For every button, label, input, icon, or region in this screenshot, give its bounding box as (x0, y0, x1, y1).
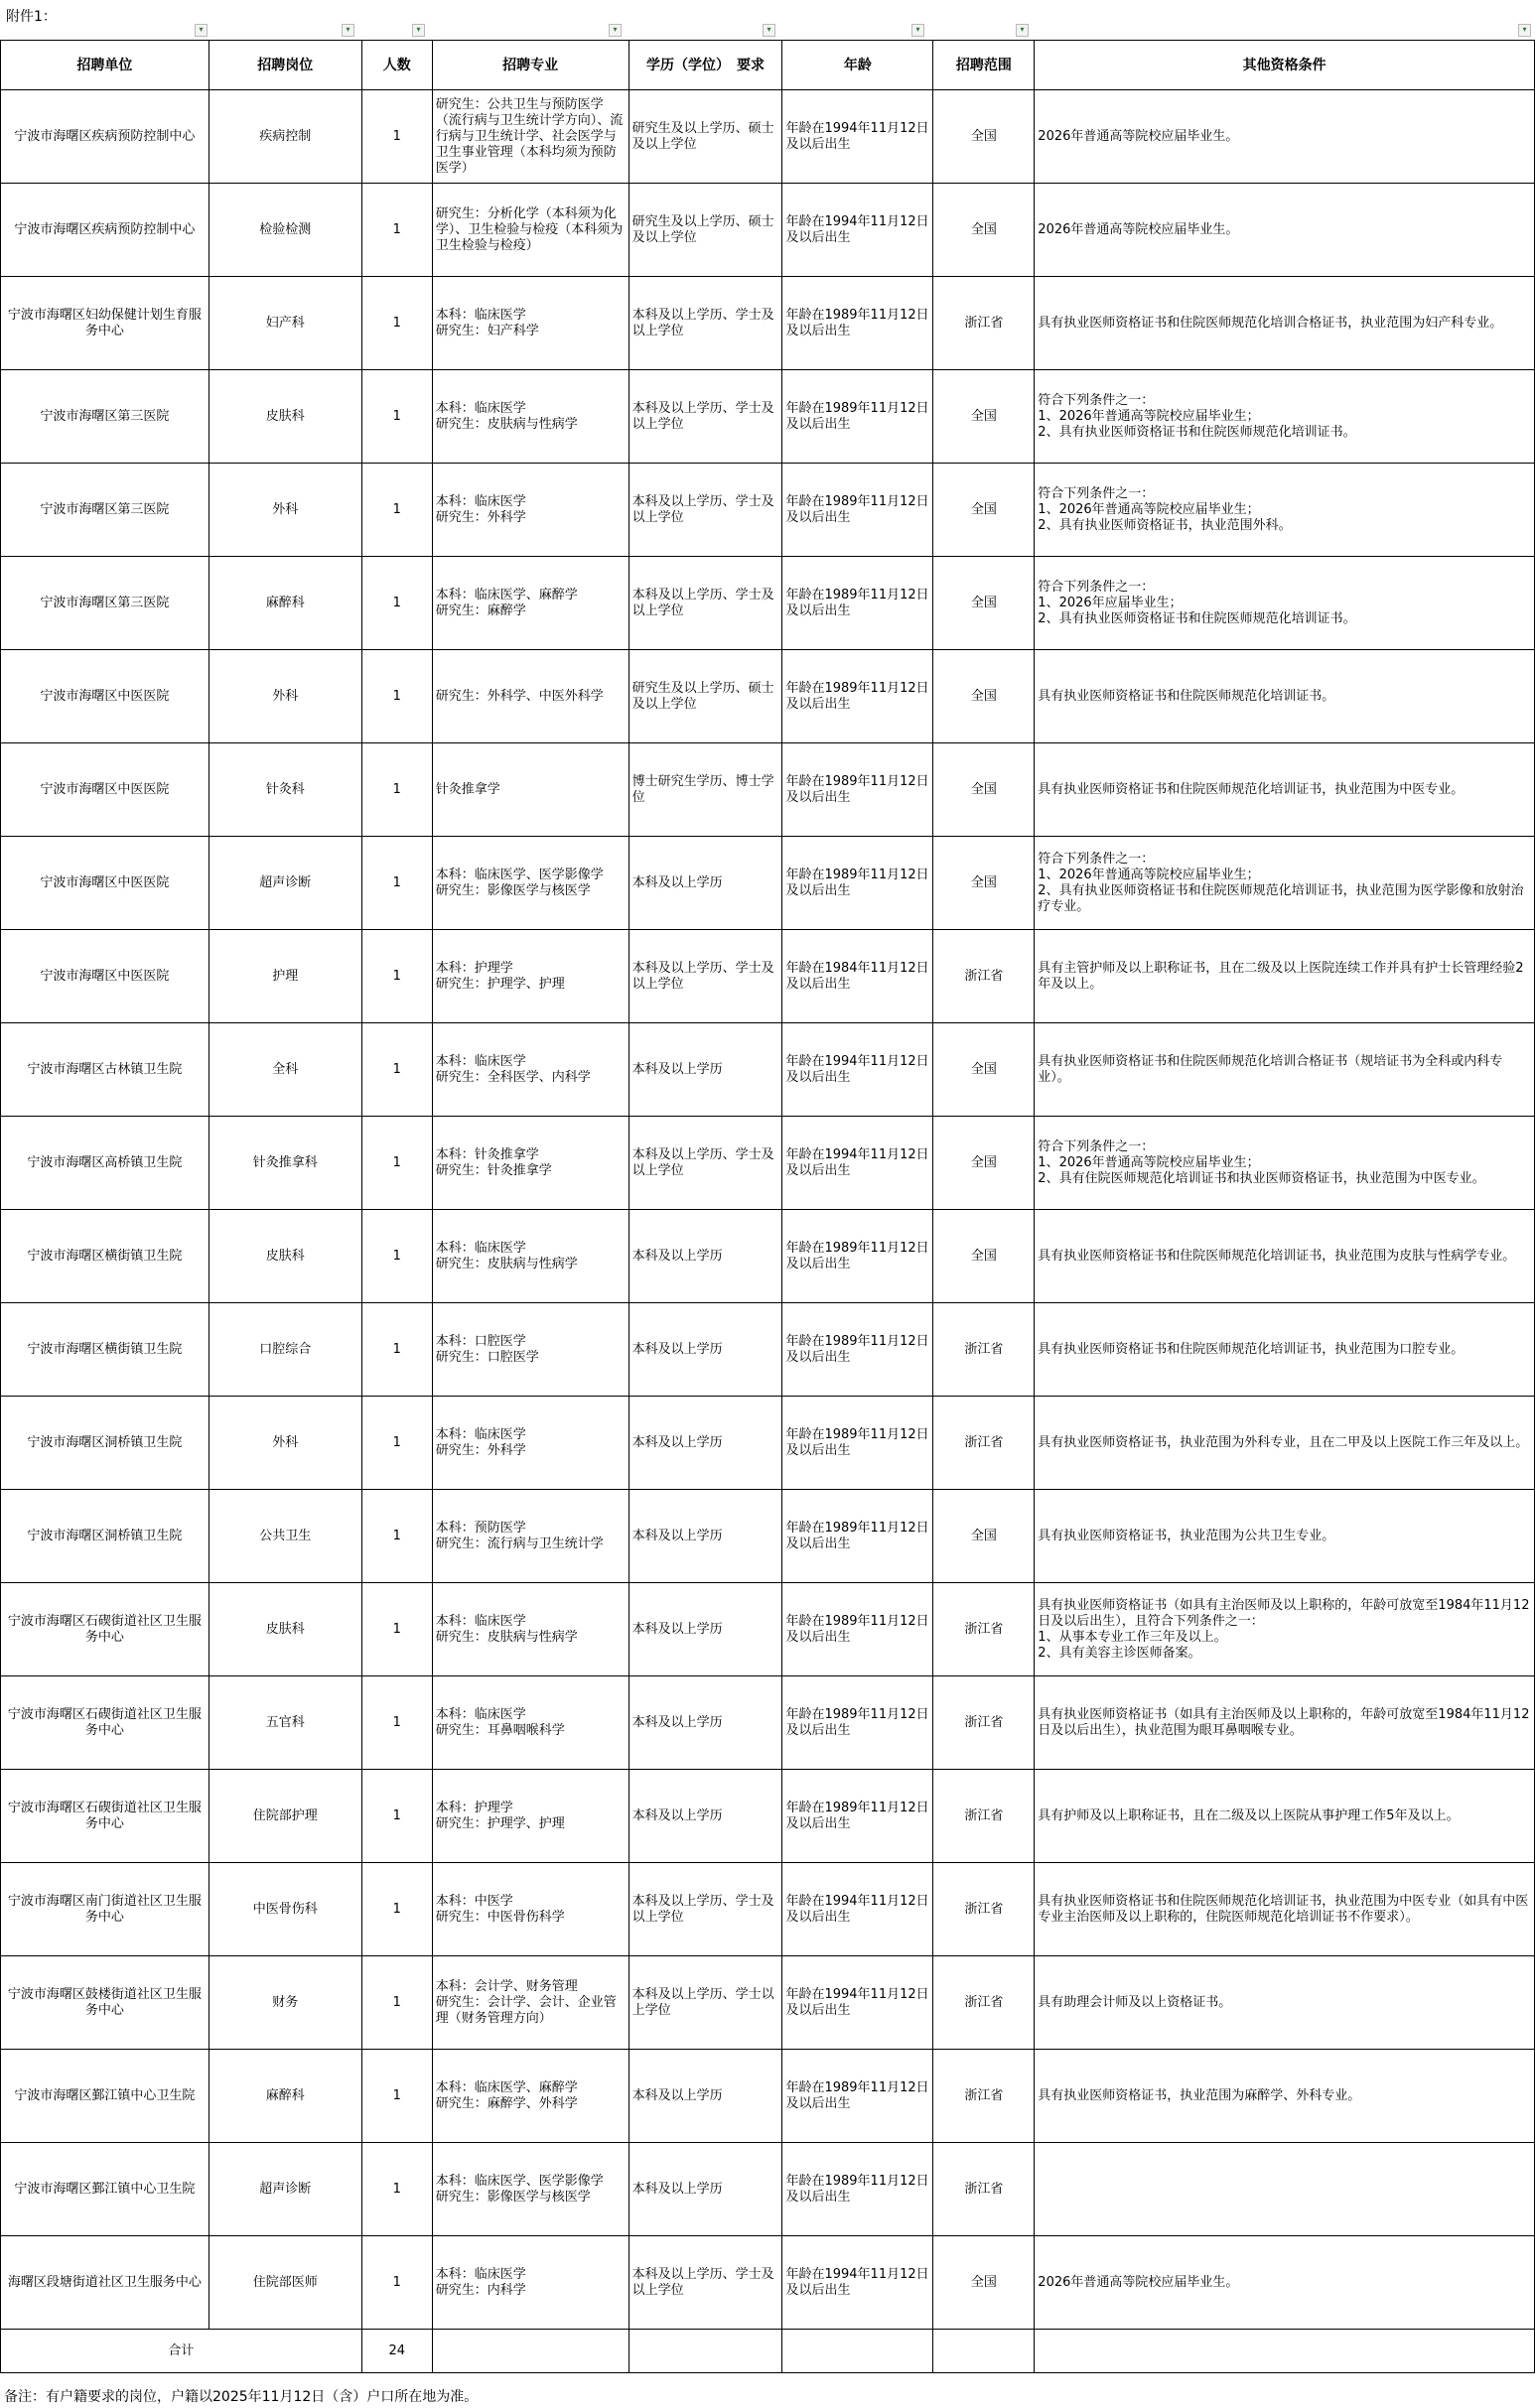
post-cell[interactable]: 超声诊断 (209, 837, 361, 930)
education-cell[interactable]: 本科及以上学历 (628, 1303, 782, 1397)
scope-cell[interactable]: 浙江省 (933, 1397, 1035, 1490)
major-cell[interactable]: 研究生：外科学、中医外科学 (432, 650, 628, 743)
age-cell[interactable]: 年龄在1994年11月12日及以后出生 (782, 1863, 933, 1956)
header-unit[interactable]: 招聘单位 (1, 41, 209, 90)
table-row (1, 464, 1535, 557)
unit-cell[interactable]: 宁波市海曙区洞桥镇卫生院 (1, 1397, 209, 1490)
education-cell[interactable]: 本科及以上学历、学士及以上学位 (628, 1117, 782, 1210)
scope-cell[interactable]: 全国 (933, 2236, 1035, 2330)
major-cell[interactable]: 本科：临床医学 研究生：皮肤病与性病学 (432, 1210, 628, 1303)
other-conditions-cell[interactable]: 具有执业医师资格证书和住院医师规范化培训合格证书，执业范围为妇产科专业。 (1035, 277, 1535, 370)
education-cell[interactable]: 研究生及以上学历、硕士及以上学位 (628, 90, 782, 184)
count-cell[interactable]: 1 (361, 90, 432, 184)
age-cell[interactable]: 年龄在1994年11月12日及以后出生 (782, 1023, 933, 1117)
other-conditions-cell[interactable]: 符合下列条件之一： 1、2026年应届毕业生； 2、具有执业医师资格证书和住院医师规范化培训证书。 (1035, 557, 1535, 650)
count-cell[interactable]: 1 (361, 2050, 432, 2143)
age-cell[interactable]: 年龄在1984年11月12日及以后出生 (782, 930, 933, 1023)
count-cell[interactable]: 1 (361, 2143, 432, 2236)
filter-dropdown-icon[interactable]: ▾ (763, 24, 775, 37)
table-row (1, 1676, 1535, 1770)
total-row (1, 2330, 1535, 2373)
unit-cell[interactable]: 宁波市海曙区鄞江镇中心卫生院 (1, 2050, 209, 2143)
education-cell[interactable]: 本科及以上学历 (628, 1770, 782, 1863)
count-cell[interactable]: 1 (361, 1770, 432, 1863)
footnote: 备注：有户籍要求的岗位，户籍以2025年11月12日（含）户口所在地为准。 (4, 2389, 479, 2405)
scope-cell[interactable]: 全国 (933, 1023, 1035, 1117)
table-row (1, 1023, 1535, 1117)
education-cell[interactable]: 本科及以上学历、学士以上学位 (628, 1956, 782, 2050)
post-cell[interactable]: 护理 (209, 930, 361, 1023)
unit-cell[interactable]: 宁波市海曙区中医医院 (1, 837, 209, 930)
age-cell[interactable]: 年龄在1989年11月12日及以后出生 (782, 557, 933, 650)
table-cell[interactable] (432, 2330, 628, 2373)
count-cell[interactable]: 1 (361, 1210, 432, 1303)
filter-dropdown-icon[interactable]: ▾ (1016, 24, 1029, 37)
age-cell[interactable]: 年龄在1989年11月12日及以后出生 (782, 1397, 933, 1490)
major-cell[interactable]: 本科：预防医学 研究生：流行病与卫生统计学 (432, 1490, 628, 1583)
table-row (1, 650, 1535, 743)
unit-cell[interactable]: 宁波市海曙区第三医院 (1, 557, 209, 650)
table-cell[interactable] (628, 2330, 782, 2373)
unit-cell[interactable]: 宁波市海曙区洞桥镇卫生院 (1, 1490, 209, 1583)
scope-cell[interactable]: 全国 (933, 1490, 1035, 1583)
education-cell[interactable]: 本科及以上学历、学士及以上学位 (628, 277, 782, 370)
major-cell[interactable]: 本科：护理学 研究生：护理学、护理 (432, 930, 628, 1023)
scope-cell[interactable]: 全国 (933, 557, 1035, 650)
scope-cell[interactable]: 全国 (933, 650, 1035, 743)
age-cell[interactable]: 年龄在1989年11月12日及以后出生 (782, 1490, 933, 1583)
other-conditions-cell[interactable]: 2026年普通高等院校应届毕业生。 (1035, 90, 1535, 184)
education-cell[interactable]: 本科及以上学历、学士及以上学位 (628, 557, 782, 650)
count-cell[interactable]: 1 (361, 1397, 432, 1490)
count-cell[interactable]: 1 (361, 1676, 432, 1770)
post-cell[interactable]: 口腔综合 (209, 1303, 361, 1397)
major-cell[interactable]: 本科：临床医学 研究生：外科学 (432, 1397, 628, 1490)
table-row (1, 277, 1535, 370)
post-cell[interactable]: 针灸科 (209, 743, 361, 837)
post-cell[interactable]: 财务 (209, 1956, 361, 2050)
major-cell[interactable]: 本科：临床医学 研究生：外科学 (432, 464, 628, 557)
unit-cell[interactable]: 宁波市海曙区第三医院 (1, 370, 209, 464)
other-conditions-cell[interactable]: 具有执业医师资格证书和住院医师规范化培训证书，执业范围为皮肤与性病学专业。 (1035, 1210, 1535, 1303)
other-conditions-cell[interactable]: 具有执业医师资格证书和住院医师规范化培训证书，执业范围为中医专业。 (1035, 743, 1535, 837)
scope-cell[interactable]: 全国 (933, 464, 1035, 557)
education-cell[interactable]: 研究生及以上学历、硕士及以上学位 (628, 650, 782, 743)
age-cell[interactable]: 年龄在1989年11月12日及以后出生 (782, 464, 933, 557)
major-cell[interactable]: 本科：护理学 研究生：护理学、护理 (432, 1770, 628, 1863)
education-cell[interactable]: 博士研究生学历、博士学位 (628, 743, 782, 837)
table-row (1, 184, 1535, 277)
major-cell[interactable]: 本科：临床医学 研究生：内科学 (432, 2236, 628, 2330)
count-cell[interactable]: 1 (361, 1117, 432, 1210)
major-cell[interactable]: 本科：临床医学、医学影像学 研究生：影像医学与核医学 (432, 2143, 628, 2236)
post-cell[interactable]: 皮肤科 (209, 370, 361, 464)
count-cell[interactable]: 1 (361, 650, 432, 743)
education-cell[interactable]: 本科及以上学历 (628, 1210, 782, 1303)
post-cell[interactable]: 麻醉科 (209, 557, 361, 650)
unit-cell[interactable]: 海曙区段塘街道社区卫生服务中心 (1, 2236, 209, 2330)
other-conditions-cell[interactable]: 具有执业医师资格证书（如具有主治医师及以上职称的，年龄可放宽至1984年11月12日及以后出生），执业范围为眼耳鼻咽喉专业。 (1035, 1676, 1535, 1770)
post-cell[interactable]: 外科 (209, 1397, 361, 1490)
table-row (1, 930, 1535, 1023)
major-cell[interactable]: 本科：临床医学 研究生：皮肤病与性病学 (432, 1583, 628, 1676)
major-cell[interactable]: 本科：会计学、财务管理 研究生：会计学、会计、企业管理（财务管理方向） (432, 1956, 628, 2050)
count-cell[interactable]: 1 (361, 464, 432, 557)
post-cell[interactable]: 皮肤科 (209, 1210, 361, 1303)
table-row (1, 1490, 1535, 1583)
table-row (1, 1770, 1535, 1863)
post-cell[interactable]: 公共卫生 (209, 1490, 361, 1583)
education-cell[interactable]: 本科及以上学历、学士及以上学位 (628, 1863, 782, 1956)
post-cell[interactable]: 疾病控制 (209, 90, 361, 184)
post-cell[interactable]: 检验检测 (209, 184, 361, 277)
unit-cell[interactable]: 宁波市海曙区妇幼保健计划生育服务中心 (1, 277, 209, 370)
education-cell[interactable]: 本科及以上学历 (628, 2050, 782, 2143)
age-cell[interactable]: 年龄在1989年11月12日及以后出生 (782, 1676, 933, 1770)
major-cell[interactable]: 本科：中医学 研究生：中医骨伤科学 (432, 1863, 628, 1956)
scope-cell[interactable]: 全国 (933, 370, 1035, 464)
other-conditions-cell[interactable]: 具有主管护师及以上职称证书，且在二级及以上医院连续工作并具有护士长管理经验2年及以上。 (1035, 930, 1535, 1023)
unit-cell[interactable]: 宁波市海曙区石碶街道社区卫生服务中心 (1, 1770, 209, 1863)
header-scope[interactable]: 招聘范围 (933, 41, 1035, 90)
scope-cell[interactable]: 全国 (933, 90, 1035, 184)
unit-cell[interactable]: 宁波市海曙区第三医院 (1, 464, 209, 557)
count-cell[interactable]: 1 (361, 2236, 432, 2330)
table-row (1, 1397, 1535, 1490)
post-cell[interactable]: 外科 (209, 464, 361, 557)
table-row (1, 2143, 1535, 2236)
unit-cell[interactable]: 宁波市海曙区高桥镇卫生院 (1, 1117, 209, 1210)
table-row (1, 1583, 1535, 1676)
major-cell[interactable]: 针灸推拿学 (432, 743, 628, 837)
other-conditions-cell[interactable]: 具有执业医师资格证书和住院医师规范化培训合格证书（规培证书为全科或内科专业）。 (1035, 1023, 1535, 1117)
header-major[interactable]: 招聘专业 (432, 41, 628, 90)
filter-dropdown-icon[interactable]: ▾ (412, 24, 425, 37)
age-cell[interactable]: 年龄在1994年11月12日及以后出生 (782, 2236, 933, 2330)
unit-cell[interactable]: 宁波市海曙区中医医院 (1, 650, 209, 743)
filter-dropdown-icon[interactable]: ▾ (1518, 24, 1531, 37)
post-cell[interactable]: 住院部医师 (209, 2236, 361, 2330)
unit-cell[interactable]: 宁波市海曙区疾病预防控制中心 (1, 184, 209, 277)
header-education[interactable]: 学历（学位） 要求 (628, 41, 782, 90)
other-conditions-cell[interactable]: 具有执业医师资格证书，执业范围为公共卫生专业。 (1035, 1490, 1535, 1583)
other-conditions-cell[interactable]: 符合下列条件之一： 1、2026年普通高等院校应届毕业生； 2、具有执业医师资格证书和住院医师规范化培训证书，执业范围为医学影像和放射治疗专业。 (1035, 837, 1535, 930)
scope-cell[interactable]: 浙江省 (933, 1956, 1035, 2050)
table-cell[interactable] (1035, 2330, 1535, 2373)
total-label[interactable]: 合计 (1, 2330, 362, 2373)
education-cell[interactable]: 本科及以上学历 (628, 1490, 782, 1583)
major-cell[interactable]: 研究生：公共卫生与预防医学（流行病与卫生统计学方向）、流行病与卫生统计学、社会医学与卫生事业管理（本科均须为预防医学） (432, 90, 628, 184)
recruitment-table (0, 40, 1535, 2373)
age-cell[interactable]: 年龄在1989年11月12日及以后出生 (782, 1210, 933, 1303)
age-cell[interactable]: 年龄在1989年11月12日及以后出生 (782, 370, 933, 464)
major-cell[interactable]: 本科：临床医学 研究生：妇产科学 (432, 277, 628, 370)
other-conditions-cell[interactable]: 具有执业医师资格证书和住院医师规范化培训证书，执业范围为中医专业（如具有中医专业主治医师及以上职称的，住院医师规范化培训证书不作要求）。 (1035, 1863, 1535, 1956)
count-cell[interactable]: 1 (361, 1583, 432, 1676)
other-conditions-cell[interactable]: 具有护师及以上职称证书，且在二级及以上医院从事护理工作5年及以上。 (1035, 1770, 1535, 1863)
table-row (1, 2236, 1535, 2330)
post-cell[interactable]: 住院部护理 (209, 1770, 361, 1863)
other-conditions-cell[interactable]: 2026年普通高等院校应届毕业生。 (1035, 2236, 1535, 2330)
education-cell[interactable]: 本科及以上学历、学士及以上学位 (628, 2236, 782, 2330)
count-cell[interactable]: 1 (361, 1023, 432, 1117)
header-other[interactable]: 其他资格条件 (1035, 41, 1535, 90)
education-cell[interactable]: 本科及以上学历 (628, 1397, 782, 1490)
post-cell[interactable]: 麻醉科 (209, 2050, 361, 2143)
scope-cell[interactable]: 浙江省 (933, 1770, 1035, 1863)
scope-cell[interactable]: 浙江省 (933, 1676, 1035, 1770)
header-row (1, 41, 1535, 90)
filter-dropdown-icon[interactable]: ▾ (609, 24, 622, 37)
scope-cell[interactable]: 浙江省 (933, 1303, 1035, 1397)
unit-cell[interactable]: 宁波市海曙区中医医院 (1, 930, 209, 1023)
education-cell[interactable]: 本科及以上学历 (628, 1023, 782, 1117)
age-cell[interactable]: 年龄在1994年11月12日及以后出生 (782, 1956, 933, 2050)
education-cell[interactable]: 本科及以上学历 (628, 2143, 782, 2236)
filter-dropdown-icon[interactable]: ▾ (911, 24, 924, 37)
other-conditions-cell[interactable]: 具有执业医师资格证书（如具有主治医师及以上职称的，年龄可放宽至1984年11月12日及以后出生），且符合下列条件之一： 1、从事本专业工作三年及以上。 2、具有美容主诊医师备案。 (1035, 1583, 1535, 1676)
count-cell[interactable]: 1 (361, 1303, 432, 1397)
age-cell[interactable]: 年龄在1989年11月12日及以后出生 (782, 2143, 933, 2236)
total-count[interactable]: 24 (361, 2330, 432, 2373)
table-row (1, 90, 1535, 184)
age-cell[interactable]: 年龄在1989年11月12日及以后出生 (782, 743, 933, 837)
major-cell[interactable]: 本科：临床医学 研究生：全科医学、内科学 (432, 1023, 628, 1117)
other-conditions-cell[interactable]: 具有执业医师资格证书和住院医师规范化培训证书。 (1035, 650, 1535, 743)
table-cell[interactable] (782, 2330, 933, 2373)
table-row (1, 1117, 1535, 1210)
count-cell[interactable]: 1 (361, 837, 432, 930)
scope-cell[interactable]: 浙江省 (933, 2050, 1035, 2143)
table-row (1, 2050, 1535, 2143)
table-row (1, 370, 1535, 464)
table-row (1, 837, 1535, 930)
table-row (1, 1303, 1535, 1397)
unit-cell[interactable]: 宁波市海曙区横街镇卫生院 (1, 1303, 209, 1397)
scope-cell[interactable]: 全国 (933, 837, 1035, 930)
education-cell[interactable]: 本科及以上学历 (628, 1676, 782, 1770)
post-cell[interactable]: 外科 (209, 650, 361, 743)
post-cell[interactable]: 妇产科 (209, 277, 361, 370)
major-cell[interactable]: 本科：针灸推拿学 研究生：针灸推拿学 (432, 1117, 628, 1210)
unit-cell[interactable]: 宁波市海曙区疾病预防控制中心 (1, 90, 209, 184)
other-conditions-cell[interactable] (1035, 2143, 1535, 2236)
table-row (1, 1956, 1535, 2050)
count-cell[interactable]: 1 (361, 557, 432, 650)
header-age[interactable]: 年龄 (782, 41, 933, 90)
attachment-label: 附件1： (6, 9, 57, 25)
filter-dropdown-icon[interactable]: ▾ (342, 24, 354, 37)
table-cell[interactable] (933, 2330, 1035, 2373)
education-cell[interactable]: 本科及以上学历 (628, 1583, 782, 1676)
age-cell[interactable]: 年龄在1994年11月12日及以后出生 (782, 184, 933, 277)
count-cell[interactable]: 1 (361, 370, 432, 464)
age-cell[interactable]: 年龄在1989年11月12日及以后出生 (782, 1583, 933, 1676)
post-cell[interactable]: 五官科 (209, 1676, 361, 1770)
filter-row (0, 24, 1535, 38)
count-cell[interactable]: 1 (361, 277, 432, 370)
other-conditions-cell[interactable]: 具有助理会计师及以上资格证书。 (1035, 1956, 1535, 2050)
other-conditions-cell[interactable]: 具有执业医师资格证书，执业范围为麻醉学、外科专业。 (1035, 2050, 1535, 2143)
education-cell[interactable]: 本科及以上学历 (628, 837, 782, 930)
education-cell[interactable]: 本科及以上学历、学士及以上学位 (628, 370, 782, 464)
age-cell[interactable]: 年龄在1989年11月12日及以后出生 (782, 1770, 933, 1863)
major-cell[interactable]: 本科：临床医学 研究生：皮肤病与性病学 (432, 370, 628, 464)
scope-cell[interactable]: 全国 (933, 1117, 1035, 1210)
education-cell[interactable]: 本科及以上学历、学士及以上学位 (628, 464, 782, 557)
age-cell[interactable]: 年龄在1994年11月12日及以后出生 (782, 1117, 933, 1210)
age-cell[interactable]: 年龄在1994年11月12日及以后出生 (782, 90, 933, 184)
unit-cell[interactable]: 宁波市海曙区横街镇卫生院 (1, 1210, 209, 1303)
other-conditions-cell[interactable]: 具有执业医师资格证书和住院医师规范化培训证书，执业范围为口腔专业。 (1035, 1303, 1535, 1397)
age-cell[interactable]: 年龄在1989年11月12日及以后出生 (782, 277, 933, 370)
unit-cell[interactable]: 宁波市海曙区鼓楼街道社区卫生服务中心 (1, 1956, 209, 2050)
header-count[interactable]: 人数 (361, 41, 432, 90)
education-cell[interactable]: 本科及以上学历、学士及以上学位 (628, 930, 782, 1023)
scope-cell[interactable]: 浙江省 (933, 2143, 1035, 2236)
unit-cell[interactable]: 宁波市海曙区南门街道社区卫生服务中心 (1, 1863, 209, 1956)
age-cell[interactable]: 年龄在1989年11月12日及以后出生 (782, 2050, 933, 2143)
major-cell[interactable]: 本科：口腔医学 研究生：口腔医学 (432, 1303, 628, 1397)
other-conditions-cell[interactable]: 符合下列条件之一： 1、2026年普通高等院校应届毕业生； 2、具有执业医师资格证书，执业范围外科。 (1035, 464, 1535, 557)
table-row (1, 743, 1535, 837)
unit-cell[interactable]: 宁波市海曙区古林镇卫生院 (1, 1023, 209, 1117)
scope-cell[interactable]: 全国 (933, 1210, 1035, 1303)
count-cell[interactable]: 1 (361, 930, 432, 1023)
unit-cell[interactable]: 宁波市海曙区石碶街道社区卫生服务中心 (1, 1676, 209, 1770)
post-cell[interactable]: 皮肤科 (209, 1583, 361, 1676)
table-row (1, 1863, 1535, 1956)
age-cell[interactable]: 年龄在1989年11月12日及以后出生 (782, 1303, 933, 1397)
count-cell[interactable]: 1 (361, 743, 432, 837)
scope-cell[interactable]: 浙江省 (933, 1863, 1035, 1956)
scope-cell[interactable]: 全国 (933, 743, 1035, 837)
count-cell[interactable]: 1 (361, 1956, 432, 2050)
major-cell[interactable]: 本科：临床医学、医学影像学 研究生：影像医学与核医学 (432, 837, 628, 930)
major-cell[interactable]: 本科：临床医学 研究生：耳鼻咽喉科学 (432, 1676, 628, 1770)
major-cell[interactable]: 本科：临床医学、麻醉学 研究生：麻醉学、外科学 (432, 2050, 628, 2143)
post-cell[interactable]: 针灸推拿科 (209, 1117, 361, 1210)
count-cell[interactable]: 1 (361, 1863, 432, 1956)
header-post[interactable]: 招聘岗位 (209, 41, 361, 90)
unit-cell[interactable]: 宁波市海曙区中医医院 (1, 743, 209, 837)
table-row (1, 557, 1535, 650)
education-cell[interactable]: 研究生及以上学历、硕士及以上学位 (628, 184, 782, 277)
scope-cell[interactable]: 浙江省 (933, 930, 1035, 1023)
other-conditions-cell[interactable]: 符合下列条件之一： 1、2026年普通高等院校应届毕业生； 2、具有执业医师资格证书和住院医师规范化培训证书。 (1035, 370, 1535, 464)
filter-dropdown-icon[interactable]: ▾ (195, 24, 208, 37)
table-row (1, 1210, 1535, 1303)
age-cell[interactable]: 年龄在1989年11月12日及以后出生 (782, 837, 933, 930)
unit-cell[interactable]: 宁波市海曙区鄞江镇中心卫生院 (1, 2143, 209, 2236)
other-conditions-cell[interactable]: 2026年普通高等院校应届毕业生。 (1035, 184, 1535, 277)
scope-cell[interactable]: 浙江省 (933, 277, 1035, 370)
unit-cell[interactable]: 宁波市海曙区石碶街道社区卫生服务中心 (1, 1583, 209, 1676)
count-cell[interactable]: 1 (361, 184, 432, 277)
other-conditions-cell[interactable]: 符合下列条件之一： 1、2026年普通高等院校应届毕业生； 2、具有住院医师规范化培训证书和执业医师资格证书，执业范围为中医专业。 (1035, 1117, 1535, 1210)
major-cell[interactable]: 研究生：分析化学（本科须为化学）、卫生检验与检疫（本科须为卫生检验与检疫） (432, 184, 628, 277)
post-cell[interactable]: 超声诊断 (209, 2143, 361, 2236)
age-cell[interactable]: 年龄在1989年11月12日及以后出生 (782, 650, 933, 743)
post-cell[interactable]: 全科 (209, 1023, 361, 1117)
count-cell[interactable]: 1 (361, 1490, 432, 1583)
other-conditions-cell[interactable]: 具有执业医师资格证书，执业范围为外科专业，且在二甲及以上医院工作三年及以上。 (1035, 1397, 1535, 1490)
post-cell[interactable]: 中医骨伤科 (209, 1863, 361, 1956)
scope-cell[interactable]: 全国 (933, 184, 1035, 277)
major-cell[interactable]: 本科：临床医学、麻醉学 研究生：麻醉学 (432, 557, 628, 650)
scope-cell[interactable]: 浙江省 (933, 1583, 1035, 1676)
